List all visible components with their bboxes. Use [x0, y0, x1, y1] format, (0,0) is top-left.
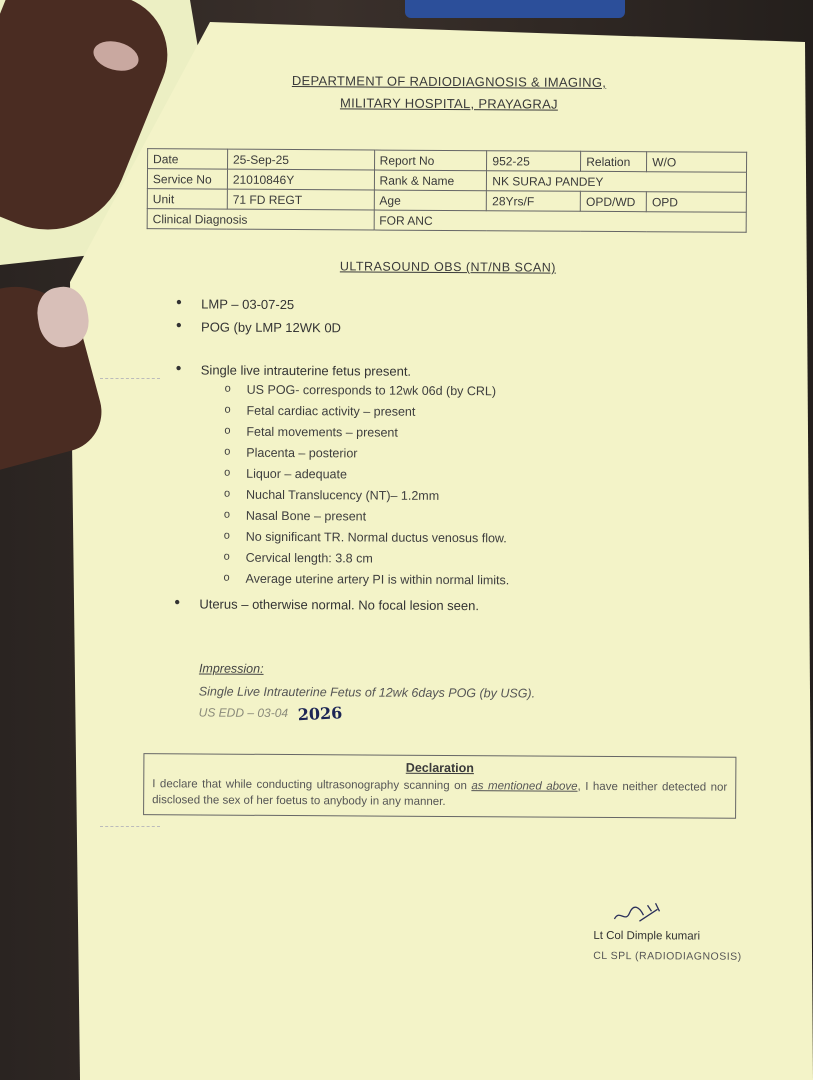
dates-list	[176, 296, 341, 343]
date-value: 25-Sep-25	[227, 149, 374, 170]
unit-label: Unit	[147, 189, 227, 209]
clinical-diagnosis-value: FOR ANC	[374, 210, 747, 232]
service-no-value: 21010846Y	[227, 169, 374, 190]
pog-lmp-item: • POG (by LMP 12WK 0D	[176, 319, 341, 343]
impression-heading: Impression:	[198, 661, 264, 676]
declaration-text-start: I declare that while conducting ultrasonography scanning on	[152, 778, 472, 793]
list-item: o Fetal cardiac activity – present	[222, 404, 510, 427]
date-label: Date	[148, 149, 228, 169]
list-item: o Average uterine artery PI is within normal limits.	[221, 572, 509, 595]
report-no-label: Report No	[374, 150, 487, 171]
edd-handwritten-year: 2026	[297, 703, 343, 725]
hospital-heading: MILITARY HOSPITAL, PRAYAGRAJ	[339, 95, 558, 112]
list-item: o Nasal Bone – present	[222, 509, 510, 532]
list-item: o Fetal movements – present	[222, 425, 510, 448]
findings-list	[221, 383, 510, 595]
relation-value: W/O	[647, 152, 747, 173]
declaration-text	[152, 776, 727, 812]
fold-mark	[100, 378, 160, 379]
declaration-box	[143, 753, 736, 819]
list-item: o Nuchal Translucency (NT)– 1.2mm	[222, 488, 510, 511]
uterus-finding-text: Uterus – otherwise normal. No focal lesion seen.	[199, 596, 480, 614]
department-heading: DEPARTMENT OF RADIODIAGNOSIS & IMAGING,	[291, 73, 607, 90]
signatory-name: Lt Col Dimple kumari	[593, 929, 701, 943]
report-title: ULTRASOUND OBS (NT/NB SCAN)	[339, 259, 556, 275]
rank-name-value: NK SURAJ PANDEY	[487, 171, 747, 193]
report-document: DEPARTMENT OF RADIODIAGNOSIS & IMAGING, MILITARY HOSPITAL, PRAYAGRAJ Date 25-Sep-25 Report No 952-25 Relation W/O Service No 21010846Y Rank & Name NK SURAJ PANDEY Unit 71 FD REGT Age 28Yrs/F OPD/WD OPD Clinical Diagnosis FOR ANC ULTRASOUND OBS (NT/NB SCAN) • LMP – 03-07-25 • POG (by LMP 12WK 0D • Single live intrauterine fetus present. o US POG- corresponds to 12wk 06d (by CRL) o Fetal cardiac activity – present o Fetal movements – present o Placenta – posterior o Liquor – adequate o Nuchal Translucency (NT)– 1.2mm o Nasal Bone – present o No significant TR. Normal ductus venosus flow. o Cervical length: 3.8 cm o Average uterine artery PI is within normal limits. • Uterus – otherwise normal. No focal lesion seen. Impression: Single Live Intrauterine Fetus of 12wk 6days POG (by USG). US EDD – 03-04 2026 Declaration I declare that while conducting ultrasonography scanning on as mentioned above, I have neither detected nor disclosed the sex of her foetus to anybody in any manner. Lt Col Dimple kumari CL SPL (RADIODIAGNOSIS)	[0, 0, 813, 1080]
declaration-title: Declaration	[405, 760, 474, 776]
opd-value: OPD	[646, 192, 746, 213]
clinical-diagnosis-label: Clinical Diagnosis	[147, 209, 374, 230]
impression-text: Single Live Intrauterine Fetus of 12wk 6days POG (by USG).	[198, 684, 536, 701]
rank-name-label: Rank & Name	[374, 170, 487, 191]
age-value: 28Yrs/F	[487, 191, 581, 212]
age-label: Age	[374, 190, 487, 211]
relation-label: Relation	[581, 151, 647, 171]
declaration-text-end: , I have neither detected nor disclosed the sex of her foetus to anybody in any manner.	[152, 780, 728, 808]
edd-printed: US EDD – 03-04	[198, 705, 289, 721]
fold-mark	[100, 826, 160, 827]
unit-value: 71 FD REGT	[227, 189, 374, 210]
lmp-item: • LMP – 03-07-25	[176, 296, 341, 320]
signatory-title: CL SPL (RADIODIAGNOSIS)	[593, 949, 742, 963]
signature-mark	[609, 901, 669, 931]
declaration-text-emphasis: as mentioned above	[471, 780, 578, 793]
list-item: o Liquor – adequate	[222, 467, 510, 490]
list-item: o Placenta – posterior	[222, 446, 510, 469]
main-finding-text: Single live intrauterine fetus present.	[200, 362, 412, 379]
list-item: o No significant TR. Normal ductus venosus flow.	[222, 530, 510, 553]
table-row	[147, 209, 746, 233]
opd-label: OPD/WD	[580, 191, 646, 211]
service-no-label: Service No	[147, 169, 227, 189]
list-item: o Cervical length: 3.8 cm	[222, 551, 510, 574]
patient-details-table	[147, 148, 747, 233]
report-no-value: 952-25	[487, 151, 581, 172]
signature-stroke	[614, 903, 659, 921]
list-item: o US POG- corresponds to 12wk 06d (by CRL)	[223, 383, 511, 406]
